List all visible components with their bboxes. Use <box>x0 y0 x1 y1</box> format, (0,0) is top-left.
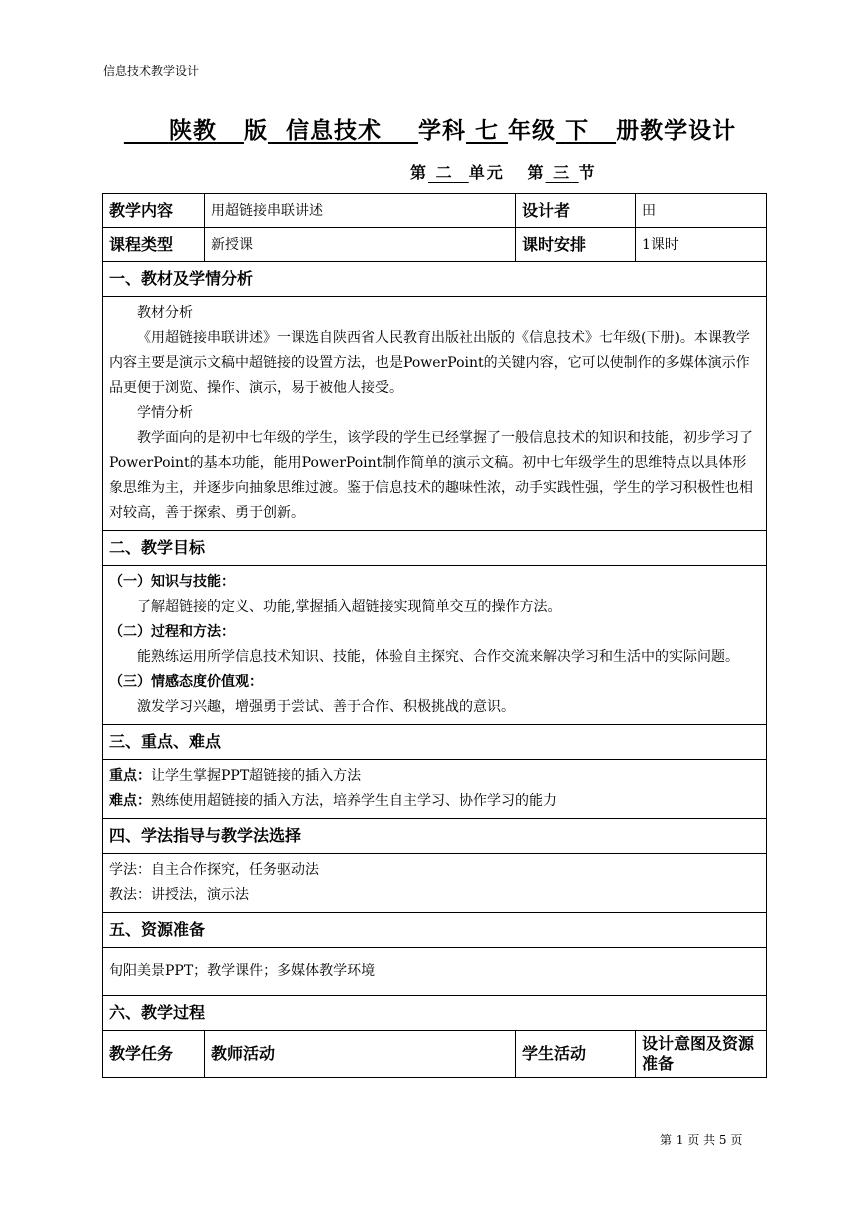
objective-2-heading: （二）过程和方法： <box>109 624 235 640</box>
type-label: 课程类型 <box>103 228 205 262</box>
section-4-content <box>103 854 767 913</box>
section-5-header <box>103 913 767 948</box>
section-3-title: 三、重点、难点 <box>103 725 767 760</box>
col-student: 学生活动 <box>516 1031 636 1078</box>
section-1-body <box>103 297 767 531</box>
key-point-label: 重点： <box>109 768 151 784</box>
unit-word: 单元 <box>468 163 505 182</box>
material-analysis-text: 《用超链接串联讲述》一课选自陕西省人民教育出版社出版的《信息技术》七年级(下册)。本课教学内容主要是演示文稿中超链接的设置方法，也是PowerPoint的关键内容，它可以使制作的多媒体演示作品更便于浏览、操作、演示，易于被他人接受。 <box>109 330 750 396</box>
key-point-text: 让学生掌握PPT超链接的插入方法 <box>151 768 362 784</box>
section-4-body <box>103 854 767 913</box>
page-footer: 第 1 页 共 5 页 <box>660 1133 743 1147</box>
section-5-body <box>103 948 767 996</box>
title-publisher: 陕教 <box>168 118 217 144</box>
lesson-plan-table <box>102 193 767 1078</box>
section-number: 三 <box>553 163 572 182</box>
content-label: 教学内容 <box>103 194 205 228</box>
title-volume: 下 <box>565 118 590 144</box>
student-analysis-heading: 学情分析 <box>137 405 193 421</box>
section-prefix: 第 <box>527 163 546 182</box>
unit-prefix: 第 <box>410 163 429 182</box>
section-3-content <box>103 760 767 819</box>
col-teacher: 教师活动 <box>205 1031 516 1078</box>
objective-1-text: 了解超链接的定义、功能,掌握插入超链接实现简单交互的操作方法。 <box>137 599 562 615</box>
section-4-header <box>103 819 767 854</box>
header-note: 信息技术教学设计 <box>103 64 200 78</box>
section-3-header <box>103 725 767 760</box>
info-row-1 <box>103 194 767 228</box>
title-edition: 版 <box>243 118 268 144</box>
difficulty-text: 熟练使用超链接的插入方法，培养学生自主学习、协作学习的能力 <box>151 793 557 809</box>
info-row-2 <box>103 228 767 262</box>
title-subject: 信息技术 <box>285 118 382 144</box>
title-suffix: 册教学设计 <box>616 118 737 144</box>
title-subject-suffix: 学科 <box>418 118 467 144</box>
col-design-intent: 设计意图及资源准备 <box>636 1031 767 1078</box>
teaching-method-line: 教法：讲授法，演示法 <box>109 887 249 903</box>
type-value: 新授课 <box>205 228 516 262</box>
hours-label: 课时安排 <box>516 228 636 262</box>
section-5-title: 五、资源准备 <box>103 913 767 948</box>
section-3-body <box>103 760 767 819</box>
designer-value: 田 <box>636 194 767 228</box>
learning-method-line: 学法：自主合作探究，任务驱动法 <box>109 862 319 878</box>
section-2-title: 二、教学目标 <box>103 531 767 566</box>
title-grade: 七 <box>475 118 500 144</box>
unit-number: 二 <box>435 163 454 182</box>
difficulty-line <box>109 789 760 814</box>
unit-section-line <box>410 160 597 183</box>
material-analysis-heading: 教材分析 <box>137 305 193 321</box>
resources-line: 旬阳美景PPT；教学课件；多媒体教学环境 <box>109 963 376 979</box>
designer-label: 设计者 <box>516 194 636 228</box>
title-grade-suffix: 年级 <box>508 118 557 144</box>
section-2-content <box>103 566 767 725</box>
key-point-line <box>109 764 760 789</box>
process-table-header <box>103 1031 767 1078</box>
section-5-content <box>103 948 767 996</box>
objective-2-text: 能熟练运用所学信息技术知识、技能，体验自主探究、合作交流来解决学习和生活中的实际问题。 <box>137 649 739 665</box>
section-1-header <box>103 262 767 297</box>
student-analysis-text: 教学面向的是初中七年级的学生，该学段的学生已经掌握了一般信息技术的知识和技能，初步学习了PowerPoint的基本功能，能用PowerPoint制作简单的演示文稿。初中七年级学生的思维特点以具体形象思维为主，并逐步向抽象思维过渡。鉴于信息技术的趣味性浓，动手实践性强，学生的学习积极性也相对较高，善于探索、勇于创新。 <box>109 430 753 521</box>
section-2-body <box>103 566 767 725</box>
difficulty-label: 难点： <box>109 793 151 809</box>
col-task: 教学任务 <box>103 1031 205 1078</box>
section-6-header <box>103 996 767 1031</box>
section-4-title: 四、学法指导与教学法选择 <box>103 819 767 854</box>
section-2-header <box>103 531 767 566</box>
section-1-title: 一、教材及学情分析 <box>103 262 767 297</box>
objective-3-heading: （三）情感态度价值观： <box>109 674 263 690</box>
content-value: 用超链接串联讲述 <box>205 194 516 228</box>
hours-value: 1课时 <box>636 228 767 262</box>
section-1-content <box>103 297 767 531</box>
objective-3-text: 激发学习兴趣，增强勇于尝试、善于合作、积极挑战的意识。 <box>137 699 515 715</box>
objective-1-heading: （一）知识与技能： <box>109 574 235 590</box>
section-6-title: 六、教学过程 <box>103 996 767 1031</box>
section-word: 节 <box>578 163 597 182</box>
document-title <box>0 112 860 145</box>
